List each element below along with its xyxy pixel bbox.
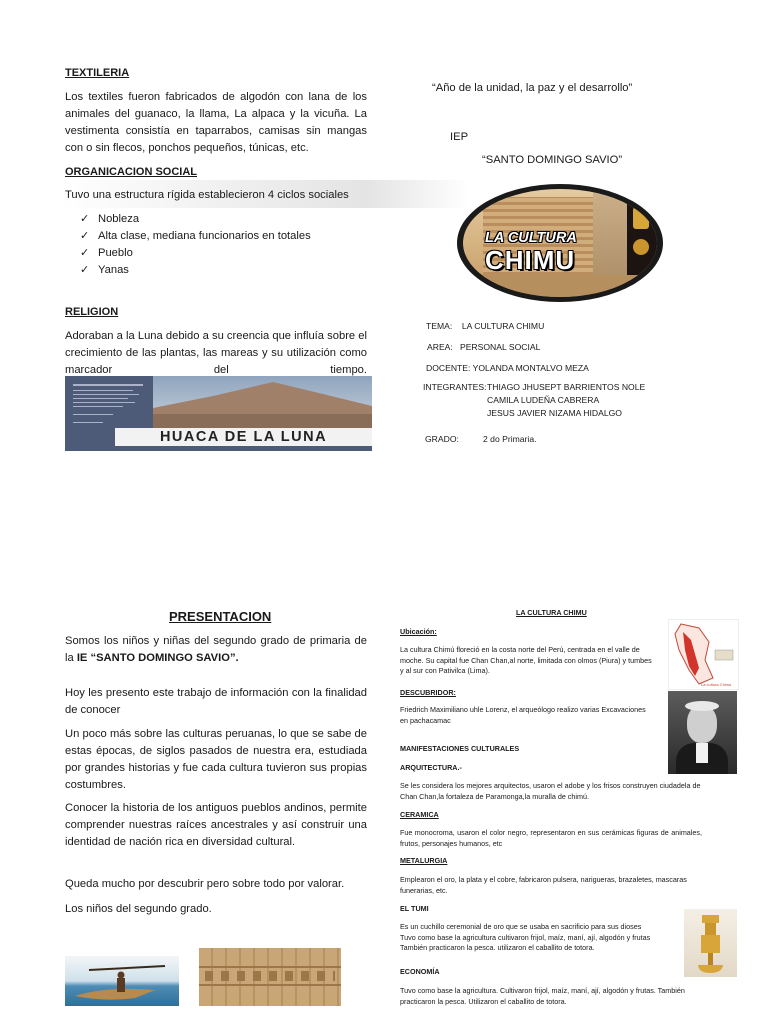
chimu-title: LA CULTURA CHIMU — [516, 608, 587, 617]
metalurgia-heading: METALURGIA — [400, 856, 448, 865]
banner-title-line2: CHIMU — [485, 245, 576, 275]
descubridor-text: Friedrich Maximiliano uhle Lorenz, el arqueólogo realizo varias Excavaciones en pachacamac — [400, 705, 646, 725]
map-label: La cultura Chimú — [701, 682, 732, 687]
check-icon: ✓ — [80, 264, 90, 276]
organizacion-text: Tuvo una estructura rígida establecieron 4 ciclos sociales — [65, 189, 349, 201]
arquitectura-heading: ARQUITECTURA.- — [400, 763, 462, 772]
textileria-text: Los textiles fueron fabricados de algodón con lana de los animales del guanaco, la llama, La alpaca y la vicuña. La vestimenta consistía en taparrabos, camisas sin mangas con o sin flecos, ponchos pequeños, túnicas, etc. — [65, 91, 367, 154]
tumi-text: Es un cuchillo ceremonial de oro que se usaba en sacrificio para sus dioses Tuvo como base la agricultura cultivaron frijol, maíz, maní, ají, algodón y frutas También practicaron la pesca. utilizaron el caballito de totora. — [400, 922, 651, 952]
ceramica-text: Fue monocroma, usaron el color negro, representaron en sus cerámicas figuras de animales, frutos, personajes humanos, etc — [400, 828, 702, 848]
chimu-banner — [457, 184, 663, 302]
check-icon: ✓ — [80, 213, 90, 225]
check-icon: ✓ — [80, 247, 90, 259]
grado-label: GRADO: — [425, 434, 459, 444]
ciclos-list — [80, 211, 311, 279]
check-icon: ✓ — [80, 230, 90, 242]
ubicacion-text: La cultura Chimú floreció en la costa norte del Perú, centrada en el valle de moche. Su capital fue Chan Chan,al norte, limitada con olmos (Piura) y tumbes y al sur con Pativilca (Lima). — [400, 645, 652, 675]
metalurgia-text: Emplearon el oro, la plata y el cobre, fabricaron pulsera, narigueras, brazaletes, mascaras funerarias, etc. — [400, 875, 687, 895]
peru-map-image — [668, 619, 739, 690]
economia-text: Tuvo como base la agricultura. Cultivaron frijol, maíz, maní, ají, algodón y frutas. También practicaron la pesca. Utilizaron el caballito de totora. — [400, 986, 685, 1006]
grado-value: 2 do Primaria. — [483, 434, 537, 444]
list-item: ✓ Yanas — [80, 262, 311, 279]
list-item: ✓ Alta clase, mediana funcionarios en totales — [80, 228, 311, 245]
religion-heading: RELIGION — [65, 306, 119, 318]
religion-text: Adoraban a la Luna debido a su creencia que influía sobre el crecimiento de las plantas, las mareas y su utilización como marcador del tiempo. — [65, 330, 367, 376]
presentacion-p2: Hoy les presento este trabajo de información con la finalidad de conocer — [65, 687, 367, 716]
boat-figure — [65, 956, 179, 1006]
huaca-de-la-luna-image — [65, 376, 372, 451]
presentacion-p4: Conocer la historia de los antiguos pueblos andinos, permite comprender nuestras raíces ancestrales y así construir una identidad de nación rica en diversidad cultural. — [65, 802, 367, 848]
presentacion-p1: Somos los niños y niñas del segundo grado de primaria de la IE “SANTO DOMINGO SAVIO”. — [65, 635, 367, 664]
docente-row: DOCENTE: YOLANDA MONTALVO MEZA — [426, 363, 589, 373]
textileria-heading: TEXTILERIA — [65, 67, 130, 79]
tumi-heading: EL TUMI — [400, 904, 429, 913]
caballito-totora-image — [65, 956, 179, 1006]
motto: “Año de la unidad, la paz y el desarrollo” — [432, 82, 633, 94]
uhle-portrait-image — [668, 691, 737, 774]
map-shape — [669, 620, 738, 689]
school-name: “SANTO DOMINGO SAVIO” — [482, 154, 623, 166]
banner-title-line1: LA CULTURA — [485, 230, 577, 246]
integrantes-label: INTEGRANTES: — [423, 382, 487, 392]
iep-label: IEP — [450, 131, 469, 143]
presentacion-title: PRESENTACION — [169, 609, 272, 624]
descubridor-heading: DESCUBRIDOR: — [400, 688, 456, 697]
tumi-image — [684, 909, 737, 977]
manifestaciones-heading: MANIFESTACIONES CULTURALES — [400, 744, 520, 753]
arquitectura-text: Se les considera los mejores arquitectos, usaron el adobe y los frisos construyen ciudadela de Chan Chan,la fortaleza de Paramonga,la muralla de chimú. — [400, 781, 701, 801]
ceramica-heading: CERAMICA — [400, 810, 439, 819]
huaca-pyramid — [153, 376, 372, 428]
list-item: ✓ Pueblo — [80, 245, 311, 262]
tema-row: TEMA: LA CULTURA CHIMU — [426, 321, 545, 331]
presentacion-p3: Un poco más sobre las culturas peruanas, lo que se sabe de estas épocas, de siglos pasados de nuestra era, estudiada por grandes historias y fue cada cultura tuvieron sus propias costumbres. — [65, 728, 367, 791]
economia-heading: ECONOMÍA — [400, 967, 440, 976]
organizacion-heading: ORGANICACION SOCIAL — [65, 166, 197, 178]
integrantes-list: THIAGO JHUSEPT BARRIENTOS NOLE CAMILA LUDEÑA CABRERA JESUS JAVIER NIZAMA HIDALGO — [487, 382, 646, 418]
adobe-frieze-image — [199, 948, 341, 1006]
list-item: ✓ Nobleza — [80, 211, 311, 228]
ubicacion-heading: Ubicación: — [400, 627, 437, 636]
huaca-label: HUACA DE LA LUNA — [115, 428, 372, 446]
area-row: AREA: PERSONAL SOCIAL — [427, 342, 541, 352]
tumi-figure — [684, 909, 737, 977]
presentacion-p5: Queda mucho por descubrir pero sobre todo por valorar. — [65, 878, 345, 890]
banner-inner — [463, 189, 657, 297]
presentacion-p6: Los niños del segundo grado. — [65, 903, 212, 915]
